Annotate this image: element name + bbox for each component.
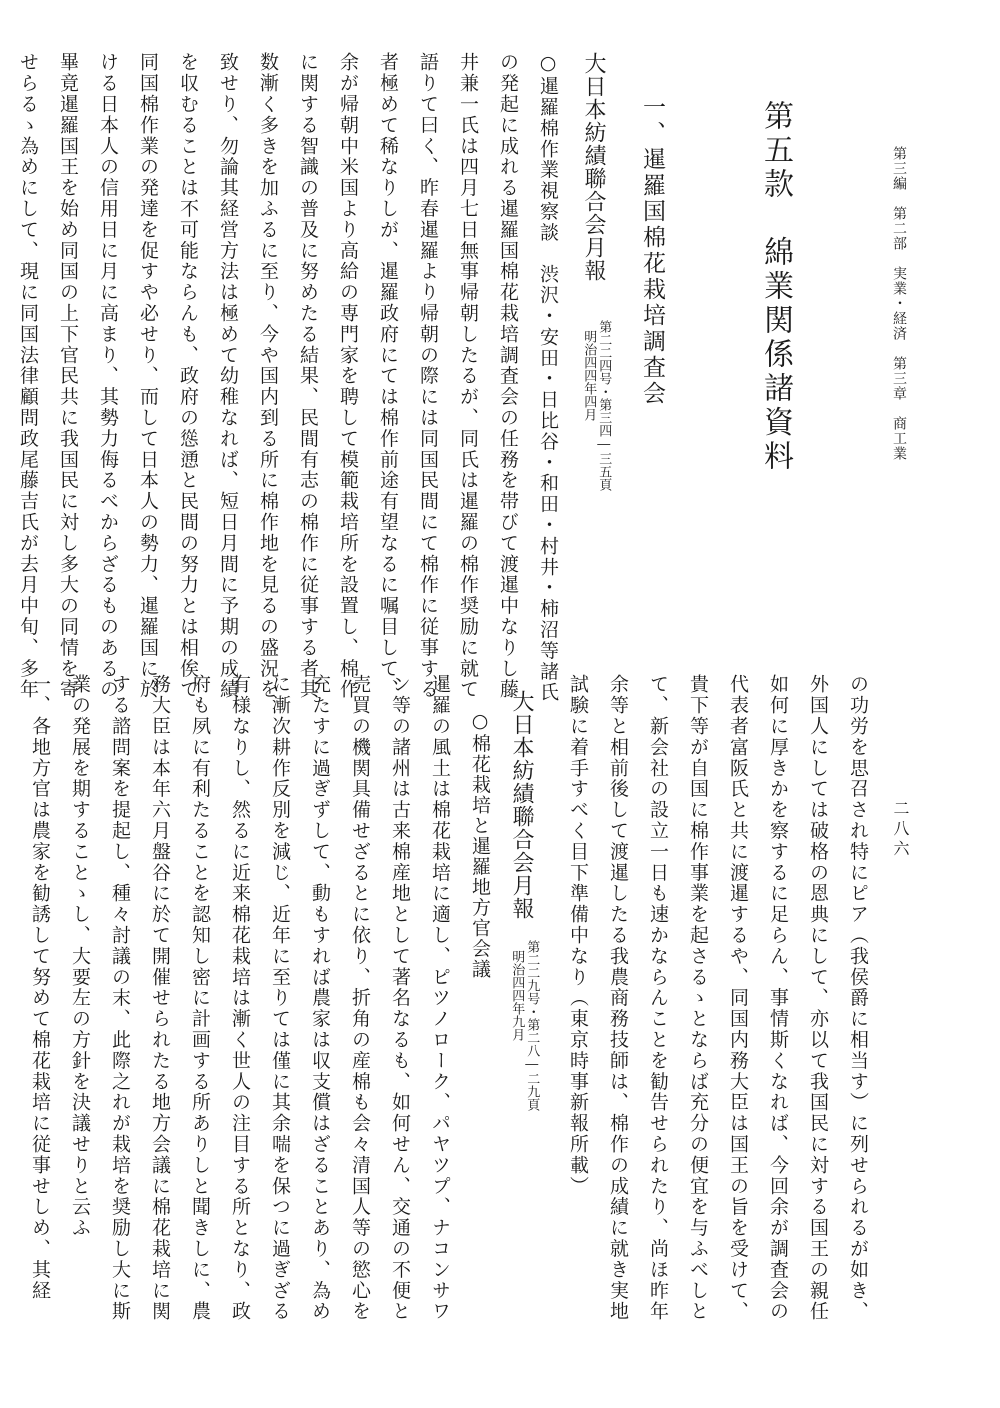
article2-line: 充たすに過ぎずして、動もすれば農家は収支償はざることあり、為め: [309, 674, 331, 1322]
article1-upper-line: ける日本人の信用日に月に高まり、其勢力侮るべからざるものあるの: [97, 52, 119, 700]
running-head: 第三編 第二部 実業・経済 第三章 商工業: [891, 146, 907, 461]
article2-line: 一、各地方官は農家を勧誘して努めて棉花栽培に従事せしめ、其経: [29, 674, 51, 1301]
article1-upper-line: 語りて曰く、昨春暹羅より帰朝の際には同国民間にて棉作に従事する: [417, 52, 439, 700]
article2-line: 有様なりし、然るに近来棉花栽培は漸く世人の注目する所となり、政: [229, 674, 251, 1322]
article2-citation-date: 明治四四年九月: [509, 950, 525, 1041]
article2-line: 業の発展を期することゝし、大要左の方針を決議せりと云ふ: [69, 674, 91, 1239]
article1-upper-line: 井兼一氏は四月七日無事帰朝したるが、同氏は暹羅の棉作奨励に就て: [457, 52, 479, 700]
page-number: 二八六: [891, 800, 910, 860]
article2-line: する諮問案を提起し、種々討議の末、此際之れが栽培を奨励し大に斯: [109, 674, 131, 1322]
article2-line: 府も夙に有利たることを認知し密に計画する所ありしと聞きしに、農: [189, 674, 211, 1322]
article1-upper-line: に関する智識の普及に努めたる結果、民間有志の棉作に従事する者其: [297, 52, 319, 700]
article1-upper-line: ○暹羅棉作業視察談 渋沢・安田・日比谷・和田・村井・柿沼等諸氏: [537, 52, 559, 703]
article2-line: に漸次耕作反別を減じ、近年に至りては僅に其余喘を保つに過ぎざる: [269, 674, 291, 1322]
article1-lower-line: 如何に厚きかを察するに足らん、事情斯くなれば、今回余が調査会の: [767, 674, 789, 1322]
article1-upper-line: 畢竟暹羅国王を始め同国の上下官民共に我国民に対し多大の同情を寄: [57, 52, 79, 700]
article1-upper-line: 数漸く多きを加ふるに至り、今や国内到る所に棉作地を見るの盛況を: [257, 52, 279, 700]
article1-upper-line: の発起に成れる暹羅国棉花栽培調査会の任務を帯びて渡暹中なりし藤: [497, 52, 519, 700]
article-title: 一、暹羅国棉花栽培調査会: [639, 95, 665, 407]
article1-lower-line: 余等と相前後して渡暹したる我農商務技師は、棉作の成績に就き実地: [607, 674, 629, 1322]
article2-citation: 第二二九号・第二八―二九頁: [524, 940, 540, 1111]
article2-source: 大日本紡績聯合会月報: [509, 690, 534, 920]
article1-upper-line: を収むることは不可能ならんも、政府の慫慂と民間の努力とは相俟て: [177, 52, 199, 700]
article1-lower-line: 試験に着手すべく目下準備中なり（東京時事新報所載）: [567, 674, 589, 1197]
article1-lower-line: て、新会社の設立一日も速かならんことを勧告せられたり、尚ほ昨年: [647, 674, 669, 1322]
article2-subtitle: ○棉花栽培と暹羅地方官会議: [469, 710, 491, 980]
article1-upper-line: せらるゝ為めにして、現に同国法律顧問政尾藤吉氏が去月中旬、多年: [17, 52, 39, 700]
article1-upper-line: 致せり、勿論其経営方法は極めて幼稚なれば、短日月間に予期の成績: [217, 52, 239, 700]
article1-citation: 第二二四号・第三四―三五頁: [596, 320, 612, 491]
article1-upper-line: 同国棉作業の発達を促すや必せり、而して日本人の勢力、暹羅国に於: [137, 52, 159, 700]
article1-lower-line: 代表者富阪氏と共に渡暹するや、同国内務大臣は国王の旨を受けて、: [727, 674, 749, 1322]
article2-line: 売買の機関具備せざるとに依り、折角の産棉も会々清国人等の慾心を: [349, 674, 371, 1322]
article1-lower-line: の功労を思召され特にピア（我侯爵に相当す）に列せられるが如き、: [847, 674, 869, 1322]
article2-line: ン等の諸州は古来棉産地として著名なるも、如何せん、交通の不便と: [389, 674, 411, 1322]
article2-line: 暹羅の風土は棉花栽培に適し、ピツノローク、パヤツプ、ナコンサワ: [429, 674, 451, 1322]
article2-line: 務大臣は本年六月盤谷に於て開催せられたる地方会議に棉花栽培に関: [149, 674, 171, 1322]
article1-lower-line: 貴下等が自国に棉作事業を起さるゝとならば充分の便宜を与ふべしと: [687, 674, 709, 1322]
article1-lower-line: 外国人にしては破格の恩典にして、亦以て我国民に対する国王の親任: [807, 674, 829, 1322]
article1-upper-line: 余が帰朝中米国より高給の専門家を聘して模範栽培所を設置し、棉作: [337, 52, 359, 700]
article1-upper-line: 者極めて稀なりしが、暹羅政府にては棉作前途有望なるに嘱目して、: [377, 52, 399, 700]
section-title: 第五款 綿業関係諸資料: [758, 100, 793, 474]
article1-citation-date: 明治四四年四月: [581, 330, 597, 421]
article1-source: 大日本紡績聯合会月報: [581, 52, 606, 282]
